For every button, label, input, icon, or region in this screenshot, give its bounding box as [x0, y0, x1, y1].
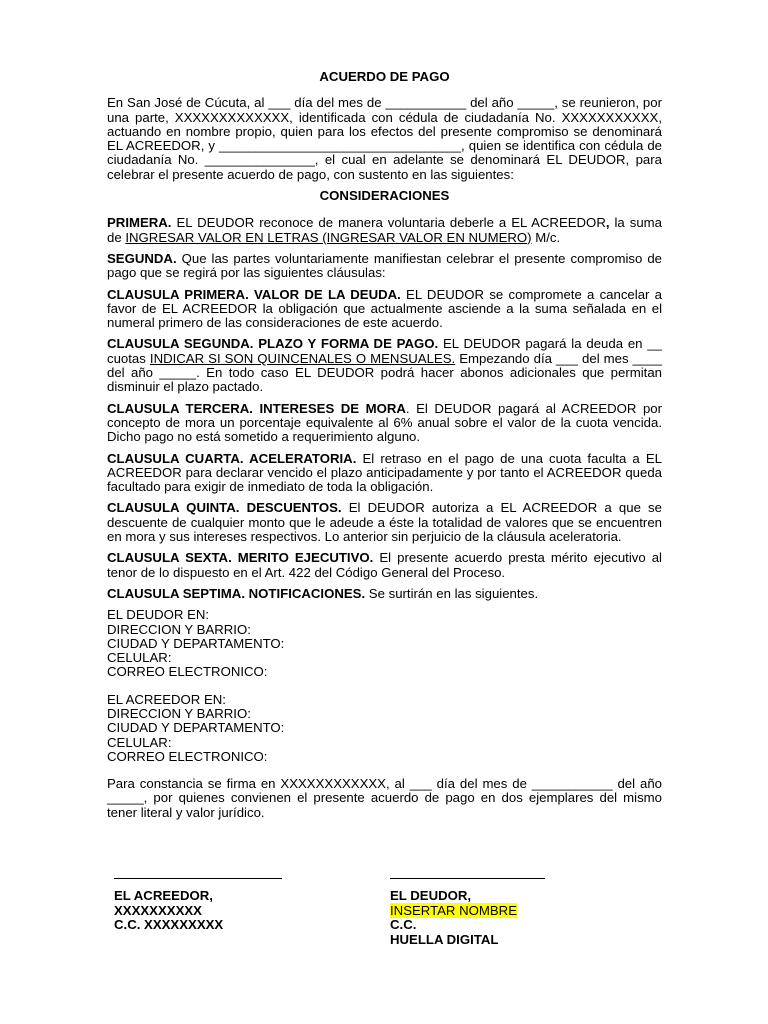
clause-1-paragraph: [107, 288, 662, 331]
clause-1-label: CLAUSULA PRIMERA. VALOR DE LA DEUDA.: [107, 286, 401, 302]
primera-amount-placeholder: INGRESAR VALOR EN LETRAS (INGRESAR VALOR EN NUMERO): [125, 229, 532, 245]
clause-3-paragraph: [107, 402, 662, 445]
primera-text-3: M/c.: [531, 229, 561, 245]
segunda-paragraph: [107, 252, 662, 281]
acreedor-signature-line: [114, 878, 282, 879]
acreedor-phone-label: CELULAR:: [107, 734, 172, 750]
clause-2-paragraph: [107, 337, 662, 394]
acreedor-block-heading: EL ACREEDOR EN:: [107, 691, 226, 707]
signature-section: [0, 878, 768, 958]
clause-5-label: CLAUSULA QUINTA. DESCUENTOS.: [107, 500, 342, 516]
clause-1-text: EL DEUDOR se compromete a cancelar a favor de EL ACREEDOR la obligación que actualmente asciende a la suma señalada en el numeral primero de las consideraciones de este acuerdo.: [107, 286, 662, 331]
insert-name-highlight: INSERTAR NOMBRE: [390, 902, 518, 918]
intro-paragraph: En San José de Cúcuta, al ___ día del mes de ___________ del año _____, se reunieron, por una parte, XXXXXXXXXXXXX, identificada con cédula de ciudadanía No. XXXXXXXXXXX, actuando en nombre propio, quien para los efectos del presente compromiso se denominará EL ACREEDOR, y _________________________________, quien se identifica con cédula de ciudadanía No. _______________, el cual en adelante se denominará EL DEUDOR, para celebrar el presente acuerdo de pago, con sustento en las siguientes:: [107, 95, 662, 182]
acreedor-city-label: CIUDAD Y DEPARTAMENTO:: [107, 720, 285, 736]
clause-4-paragraph: [107, 452, 662, 495]
deudor-fingerprint-label: HUELLA DIGITAL: [390, 931, 499, 947]
document-body: [107, 70, 662, 820]
clause-4-text: El retraso en el pago de una cuota faculta a EL ACREEDOR para declarar vencido el plazo anticipadamente y por tanto el ACREEDOR queda facultado para exigir de inmediato de toda la obligación.: [107, 450, 662, 495]
clause-3-label: CLAUSULA TERCERA. INTERESES DE MORA: [107, 400, 406, 416]
acreedor-signature-name: XXXXXXXXXX: [114, 902, 202, 918]
document-title: ACUERDO DE PAGO: [319, 69, 450, 84]
deudor-signature-title: EL DEUDOR,: [390, 888, 472, 903]
segunda-text: Que las partes voluntariamente manifiestan celebrar el presente compromiso de pago que se regirá por las siguientes cláusulas:: [107, 250, 662, 281]
clause-6-label: CLAUSULA SEXTA. MERITO EJECUTIVO.: [107, 550, 374, 566]
primera-text-1: EL DEUDOR reconoce de manera voluntaria deberle a EL ACREEDOR: [171, 215, 606, 231]
closing-paragraph: Para constancia se firma en XXXXXXXXXXXX, al ___ día del mes de ___________ del año _____, por quienes convienen el presente acuerdo de pago en dos ejemplares del mismo tener literal y valor jurídico.: [107, 776, 662, 820]
clause-2-text-1: EL DEUDOR pagará la deuda en __ cuotas: [107, 336, 662, 366]
acreedor-signature: [114, 878, 282, 933]
clause-2-label: CLAUSULA SEGUNDA. PLAZO Y FORMA DE PAGO.: [107, 336, 439, 352]
acreedor-email-label: CORREO ELECTRONICO:: [107, 748, 268, 764]
acreedor-address-label: DIRECCION Y BARRIO:: [107, 705, 251, 721]
clause-6-text: El presente acuerdo presta mérito ejecutivo al tenor de lo dispuesto en el Art. 422 del Código General del Proceso.: [107, 550, 662, 580]
acreedor-notification-block: [107, 693, 662, 764]
primera-comma: ,: [605, 215, 610, 231]
deudor-signature-line: [390, 878, 545, 879]
deudor-signature-name-placeholder: [390, 904, 545, 919]
clause-7-label: CLAUSULA SEPTIMA. NOTIFICACIONES.: [107, 585, 366, 601]
clause-7-paragraph: [107, 587, 662, 601]
primera-label: PRIMERA.: [107, 215, 172, 231]
acreedor-signature-title: EL ACREEDOR,: [114, 888, 213, 903]
segunda-label: SEGUNDA.: [107, 250, 177, 266]
clause-7-text: Se surtirán en las siguientes.: [365, 585, 539, 601]
deudor-city-label: CIUDAD Y DEPARTAMENTO:: [107, 635, 285, 651]
acreedor-signature-id: C.C. XXXXXXXXX: [114, 917, 224, 932]
deudor-email-label: CORREO ELECTRONICO:: [107, 664, 268, 680]
deudor-notification-block: [107, 608, 662, 679]
clause-5-text: El DEUDOR autoriza a EL ACREEDOR a que se descuente de cualquier monto que le adeude a éste la totalidad de valores que se encuentren en mora y sus intereses respectivos. Lo anterior sin perjuicio de la cláusula aceleratoria.: [107, 500, 662, 545]
deudor-phone-label: CELULAR:: [107, 650, 172, 666]
clause-2-text-2: Empezando día ___ del mes ____ del año _____. En todo caso EL DEUDOR podrá hacer abonos adicionales que permitan disminuir el plazo pactado.: [107, 350, 662, 395]
clause-2-frequency-placeholder: INDICAR SI SON QUINCENALES O MENSUALES.: [149, 350, 456, 366]
clause-6-paragraph: [107, 551, 662, 580]
considerations-heading: CONSIDERACIONES: [319, 188, 450, 204]
deudor-address-label: DIRECCION Y BARRIO:: [107, 621, 251, 637]
clause-4-label: CLAUSULA CUARTA. ACELERATORIA.: [107, 450, 357, 466]
deudor-block-heading: EL DEUDOR EN:: [107, 607, 210, 623]
deudor-signature-id: C.C.: [390, 917, 417, 932]
clause-5-paragraph: [107, 501, 662, 544]
primera-paragraph: [107, 216, 662, 245]
deudor-signature: [390, 878, 545, 947]
clause-3-text: . El DEUDOR pagará al ACREEDOR por concepto de mora un porcentaje equivalente al 6% anual sobre el valor de la cuota vencida. Dicho pago no está sometido a requerimiento alguno.: [107, 400, 663, 445]
primera-text-2: la suma de: [107, 215, 662, 245]
